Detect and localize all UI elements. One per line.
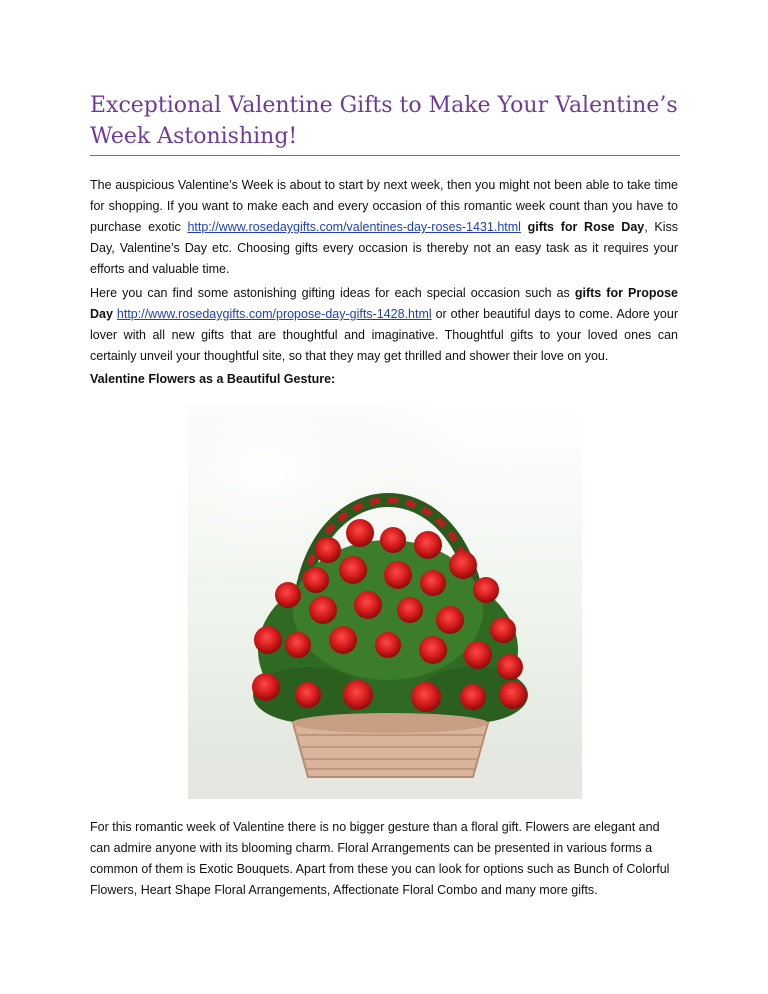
ideas-text-1: Here you can find some astonishing gifting ideas for each special occasion such as (90, 286, 575, 300)
page-title: Exceptional Valentine Gifts to Make Your Valentine’s Week Astonishing! (90, 93, 678, 149)
section-heading: Valentine Flowers as a Beautiful Gesture: (90, 372, 336, 386)
rose-day-link[interactable]: http://www.rosedaygifts.com/valentines-day-roses-1431.html (187, 220, 521, 234)
propose-day-bold: gifts for Propose Day (90, 286, 679, 321)
rose-basket-image (188, 405, 582, 799)
ideas-paragraph (90, 283, 678, 367)
closing-paragraph: For this romantic week of Valentine there is no bigger gesture than a floral gift. Flowers are elegant and can admire anyone with its blooming charm. Floral Arrangements can be presented in various forms a common of them is Exotic Bouquets. Apart from these you can look for options such as Bunch of Colorful Flowers, Heart Shape Floral Arrangements, Affectionate Floral Combo and many more gifts. (90, 820, 670, 897)
rose-day-bold: gifts for Rose Day (527, 220, 645, 234)
ideas-text-3: or other beautiful days to come. Adore your lover with all new gifts that are thoughtful and imaginative. Thoughtful gifts to your loved ones can certainly unveil your thoughtful site, so that they may get thrilled and shower their love on you. (90, 307, 679, 363)
intro-text-3: , Kiss Day, Valentine’s Day etc. Choosing gifts every occasion is thereby not an easy task as it requires your efforts and valuable time. (90, 220, 678, 276)
intro-paragraph (90, 175, 678, 280)
propose-day-link[interactable]: http://www.rosedaygifts.com/propose-day-gifts-1428.html (116, 307, 432, 321)
intro-text-2 (521, 220, 528, 234)
title-underline (90, 155, 680, 156)
intro-text-1: The auspicious Valentine’s Week is about to start by next week, then you might not been able to take time for shopping. If you want to make each and every occasion of this romantic week count than you have to purchase exotic (90, 178, 678, 234)
